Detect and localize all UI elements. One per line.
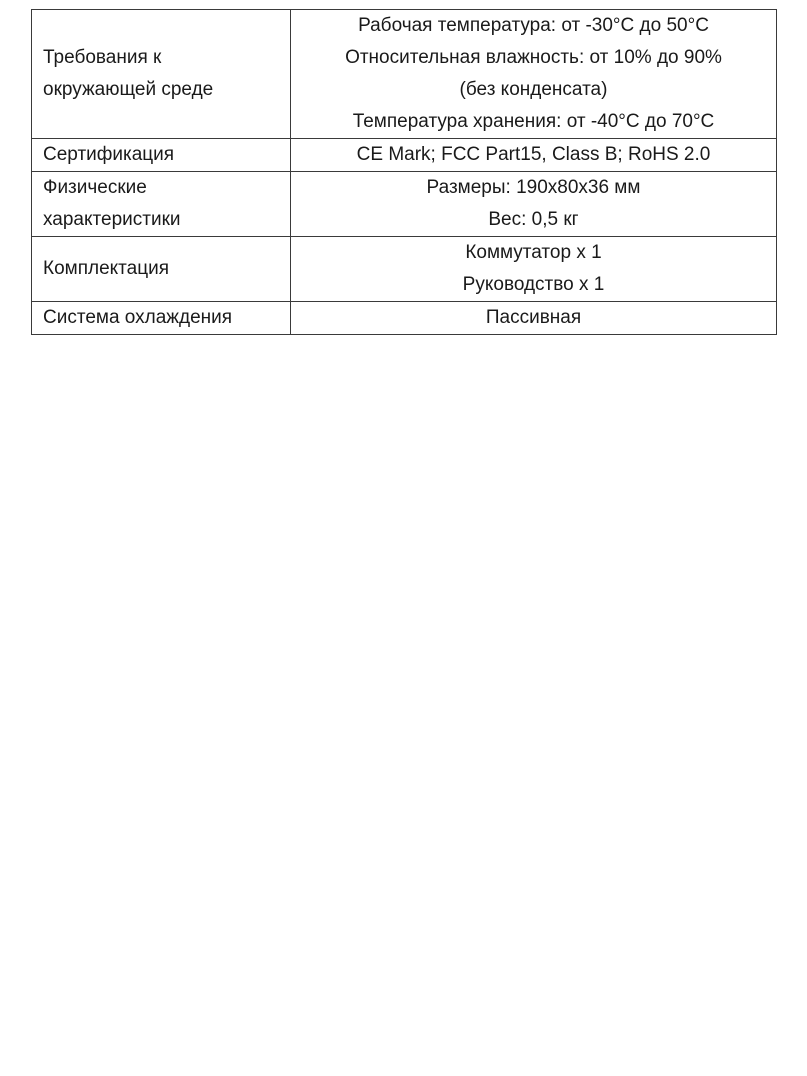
row-label-cell [32,10,291,139]
row-label-cell [32,139,291,172]
row-value-line: CE Mark; FCC Part15, Class B; RoHS 2.0 [356,144,711,165]
table-row-certification [32,139,777,172]
row-value-line: Коммутатор x 1 [465,242,602,263]
row-label-cell [32,172,291,237]
row-value-cell [291,172,777,237]
row-value-line: Пассивная [485,307,582,328]
row-label-line: окружающей среде [43,79,214,100]
table-row-cooling [32,302,777,335]
table-row-package-contents [32,237,777,302]
table-row-environment [32,10,777,139]
row-value-line: Рабочая температура: от -30°C до 50°C [358,15,709,36]
row-value-line: (без конденсата) [459,79,608,100]
table-row-physical [32,172,777,237]
row-value-cell [291,302,777,335]
row-value-line: Руководство x 1 [462,274,605,295]
row-label-cell [32,302,291,335]
row-value-line: Температура хранения: от -40°C до 70°C [352,111,715,132]
row-label-line: Требования к [43,47,162,68]
row-value-cell [291,10,777,139]
row-value-line: Относительная влажность: от 10% до 90% [345,47,722,68]
row-value-cell [291,139,777,172]
row-label-cell [32,237,291,302]
row-value-line: Вес: 0,5 кг [488,209,579,230]
row-value-line: Размеры: 190x80x36 мм [426,177,641,198]
row-label-line: Физические [43,177,147,198]
row-label-line: Система охлаждения [43,307,233,328]
row-label-line: Сертификация [43,144,175,165]
row-label-line: Комплектация [43,258,170,279]
row-label-line: характеристики [43,209,181,230]
specifications-table [31,9,777,335]
row-value-cell [291,237,777,302]
